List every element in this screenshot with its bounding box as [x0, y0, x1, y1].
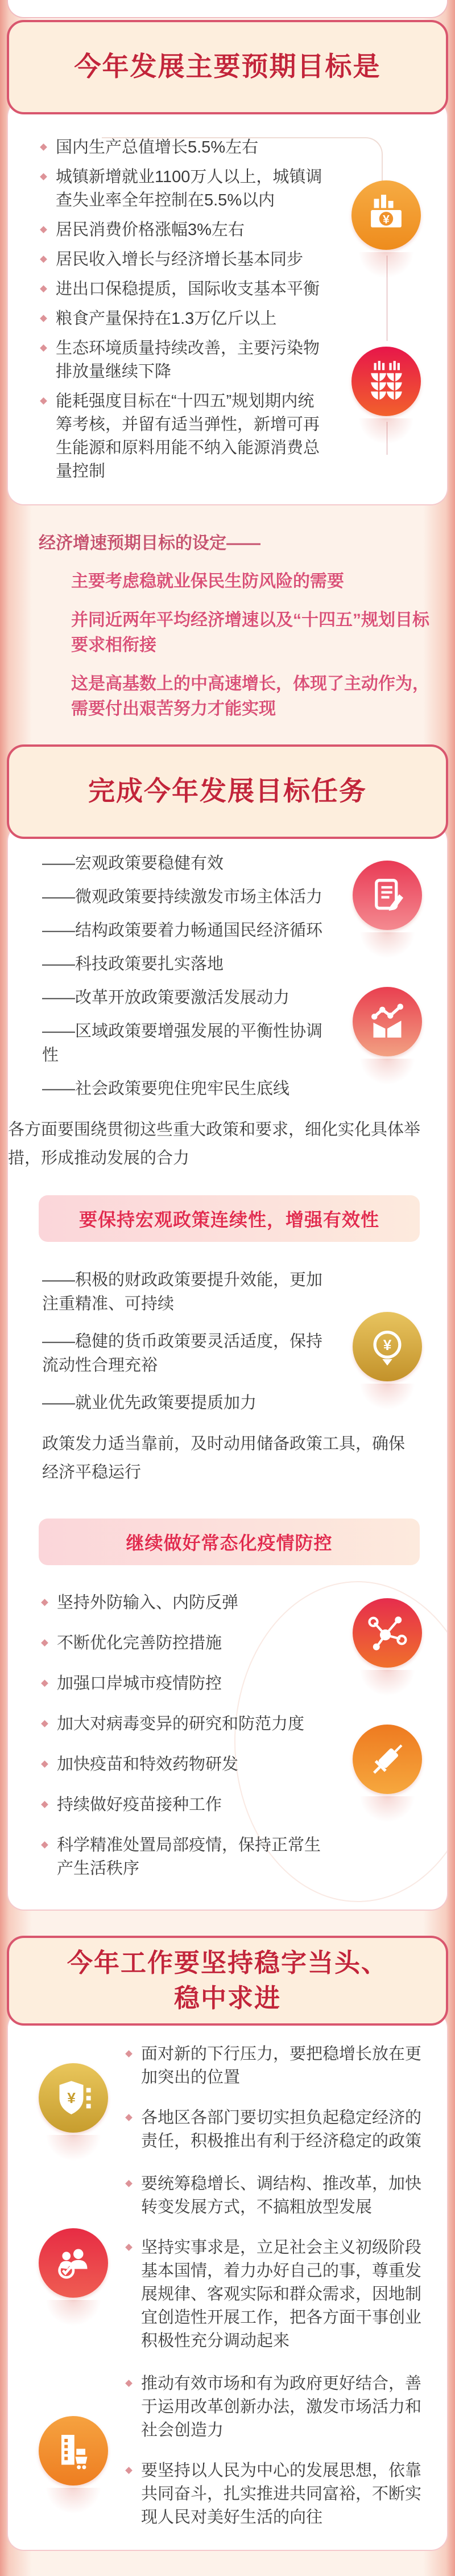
epidemic-zone	[8, 1519, 447, 1880]
diamond-bullet-icon	[40, 344, 47, 352]
list-item-text: 面对新的下行压力，要把稳增长放在更加突出的位置	[141, 2045, 422, 2087]
stability-group	[22, 2043, 427, 2153]
document-pencil-icon	[353, 861, 422, 930]
diamond-bullet-icon	[40, 315, 47, 322]
growth-target-note	[39, 532, 432, 722]
syringe-icon	[353, 1725, 422, 1794]
list-item-text: 进出口保稳提质，国际收支基本平衡	[56, 280, 320, 298]
list-item-text: 要坚持以人民为中心的发展思想，依靠共同奋斗，扎实推进共同富裕，不断实现人民对美好生活的向往	[141, 2462, 422, 2526]
list-item	[56, 390, 325, 483]
diamond-bullet-icon	[125, 2114, 133, 2121]
policy-note: 政策发力适当靠前，及时动用储备政策工具，确保经济平稳运行	[42, 1435, 406, 1482]
diamond-bullet-icon	[40, 256, 47, 263]
stability-list	[125, 2043, 427, 2153]
note-point: 这是高基数上的中高速增长，体现了主动作为，需要付出艰苦努力才能实现	[71, 674, 429, 718]
people-check-icon-wrap	[22, 2228, 125, 2298]
diamond-bullet-icon	[40, 226, 47, 233]
epidemic-list	[57, 1591, 325, 1880]
trend-chart-icon-wrap	[353, 987, 422, 1056]
section3-header-card	[7, 1936, 448, 2026]
note-point: 并同近两年平均经济增速以及“十四五”规划目标要求相衔接	[71, 611, 429, 655]
list-item	[56, 166, 325, 212]
list-item-text: 生态环境质量持续改善，主要污染物排放量继续下降	[56, 339, 320, 381]
market-government-list	[125, 2372, 427, 2529]
svg-text:¥: ¥	[383, 1336, 392, 1354]
list-item-text: 坚持实事求是，立足社会主义初级阶段基本国情，着力办好自己的事，尊重发展规律、客观实际和群众需求，因地制宜创造性开展工作，把各方面干事创业积极性充分调动起来	[141, 2238, 422, 2350]
dash-item: ——区域政策要增强发展的平衡性协调性	[42, 1022, 323, 1064]
list-item-text: 能耗强度目标在“十四五”规划期内统筹考核，并留有适当弹性，新增可再生能源和原料用能不纳入能源消费总量控制	[56, 392, 320, 480]
diamond-bullet-icon	[40, 397, 47, 405]
dash-item: ——稳健的货币政策要灵活适度，保持流动性合理充裕	[42, 1332, 323, 1375]
dash-item: ——微观政策要持续激发市场主体活力	[42, 888, 323, 906]
list-item	[141, 2372, 427, 2442]
list-item-text: 居民收入增长与经济增长基本同步	[56, 250, 304, 269]
list-item-text: 加快疫苗和特效药物研发	[57, 1755, 239, 1773]
pragmatism-list	[125, 2172, 427, 2353]
yuan-coin-icon-wrap	[353, 1312, 422, 1381]
list-item-text: 坚持外防输入、内防反弹	[57, 1594, 239, 1612]
diamond-bullet-icon	[41, 1680, 48, 1687]
list-item	[56, 337, 325, 384]
list-item	[57, 1632, 325, 1655]
list-item	[141, 2043, 427, 2089]
section1-content-card	[7, 100, 448, 505]
diamond-bullet-icon	[125, 2050, 133, 2057]
banner-text: 继续做好常态化疫情防控	[126, 1533, 333, 1553]
list-item	[141, 2236, 427, 2353]
diamond-bullet-icon	[125, 2467, 133, 2474]
shield-yuan-icon-wrap	[22, 2063, 125, 2133]
pragmatism-group	[22, 2172, 427, 2353]
wheat-icon	[351, 347, 421, 416]
list-item	[57, 1591, 325, 1615]
virus-icon	[353, 1598, 422, 1668]
dash-item: ——积极的财政政策要提升效能，更加注重精准、可持续	[42, 1271, 323, 1313]
diamond-bullet-icon	[41, 1639, 48, 1647]
epidemic-banner	[39, 1519, 420, 1565]
list-item	[141, 2459, 427, 2529]
building-cart-icon	[39, 2416, 108, 2486]
list-item	[141, 2172, 427, 2219]
dash-item: ——科技政策要扎实落地	[42, 955, 224, 973]
bottom-margin	[0, 2551, 455, 2576]
list-item-text: 加强口岸城市疫情防控	[57, 1674, 222, 1693]
list-item	[56, 278, 325, 301]
dash-item: ——改革开放政策要激活发展动力	[42, 989, 290, 1007]
dash-item: ——宏观政策要稳健有效	[42, 854, 224, 873]
dash-item: ——结构政策要着力畅通国民经济循环	[42, 921, 323, 940]
list-item	[56, 219, 325, 242]
list-item-text: 持续做好疫苗接种工作	[57, 1796, 222, 1814]
diamond-bullet-icon	[40, 285, 47, 293]
previous-card-bottom-edge	[7, 0, 448, 18]
svg-text:¥: ¥	[383, 212, 390, 227]
diamond-bullet-icon	[125, 2380, 133, 2387]
section1-title: 今年发展主要预期目标是	[74, 52, 381, 82]
diamond-bullet-icon	[41, 1720, 48, 1727]
list-item	[57, 1753, 325, 1776]
targets-list	[56, 136, 325, 483]
diamond-bullet-icon	[41, 1760, 48, 1768]
list-item	[57, 1793, 325, 1817]
yuan-coin-icon	[353, 1312, 422, 1381]
fiscal-monetary-zone	[8, 1195, 447, 1487]
list-item-text: 各地区各部门要切实担负起稳定经济的责任，积极推出有利于经济稳定的政策	[141, 2109, 422, 2150]
note-point: 主要考虑稳就业保民生防风险的需要	[71, 572, 344, 591]
shield-yuan-icon	[39, 2063, 108, 2133]
diamond-bullet-icon	[40, 173, 47, 180]
list-item	[57, 1834, 325, 1880]
virus-icon-wrap	[353, 1598, 422, 1668]
list-item	[56, 307, 325, 331]
section3-title-line2: 稳中求进	[173, 1984, 281, 2013]
svg-text:¥: ¥	[67, 2089, 76, 2106]
section1-icon-rail	[351, 180, 422, 460]
diamond-bullet-icon	[41, 1801, 48, 1808]
list-item	[56, 136, 325, 159]
list-item	[141, 2106, 427, 2153]
diamond-bullet-icon	[125, 2244, 133, 2251]
list-item-text: 加大对病毒变异的研究和防范力度	[57, 1715, 305, 1733]
list-item-text: 国内生产总值增长5.5%左右	[56, 138, 259, 157]
syringe-icon-wrap	[353, 1725, 422, 1794]
list-item	[57, 1672, 325, 1696]
list-item-text: 不断优化完善防控措施	[57, 1634, 222, 1652]
section2-content-card	[7, 824, 448, 1911]
building-cart-icon-wrap	[22, 2416, 125, 2486]
list-item	[56, 248, 325, 271]
section3-content-card	[7, 2011, 448, 2551]
list-item-text: 推动有效市场和有为政府更好结合，善于运用改革创新办法，激发市场活力和社会创造力	[141, 2375, 422, 2439]
list-item-text: 要统筹稳增长、调结构、推改革，加快转变发展方式，不搞粗放型发展	[141, 2175, 422, 2216]
list-item-text: 粮食产量保持在1.3万亿斤以上	[56, 310, 277, 328]
market-government-group	[22, 2372, 427, 2529]
dash-item: ——就业优先政策要提质加力	[42, 1394, 257, 1412]
section2-header-card	[7, 744, 448, 839]
section2-title: 完成今年发展目标任务	[88, 777, 367, 806]
document-pencil-icon-wrap	[353, 861, 422, 930]
policies-summary: 各方面要围绕贯彻这些重大政策和要求，细化实化具体举措，形成推动发展的合力	[8, 1121, 421, 1167]
people-check-icon	[39, 2228, 108, 2298]
cash-register-icon	[351, 180, 421, 250]
list-item-text: 科学精准处置局部疫情，保持正常生产生活秩序	[57, 1836, 321, 1878]
list-item-text: 城镇新增就业1100万人以上，城镇调查失业率全年控制在5.5%以内	[56, 168, 322, 209]
diamond-bullet-icon	[40, 143, 47, 151]
section3-title	[67, 1945, 388, 2016]
macro-policies-zone	[8, 851, 447, 1101]
note-intro: 经济增速预期目标的设定——	[39, 534, 260, 553]
banner-text: 要保持宏观政策连续性，增强有效性	[78, 1209, 379, 1230]
section3-title-line1: 今年工作要坚持稳字当头、	[67, 1949, 388, 1977]
list-item	[57, 1713, 325, 1736]
dash-item: ——社会政策要兜住兜牢民生底线	[42, 1080, 290, 1098]
list-item-text: 居民消费价格涨幅3%左右	[56, 221, 245, 239]
trend-chart-icon	[353, 987, 422, 1056]
macro-policy-banner	[39, 1195, 420, 1242]
diamond-bullet-icon	[41, 1841, 48, 1849]
section1-header-card	[7, 20, 448, 114]
diamond-bullet-icon	[41, 1599, 48, 1606]
diamond-bullet-icon	[125, 2180, 133, 2187]
